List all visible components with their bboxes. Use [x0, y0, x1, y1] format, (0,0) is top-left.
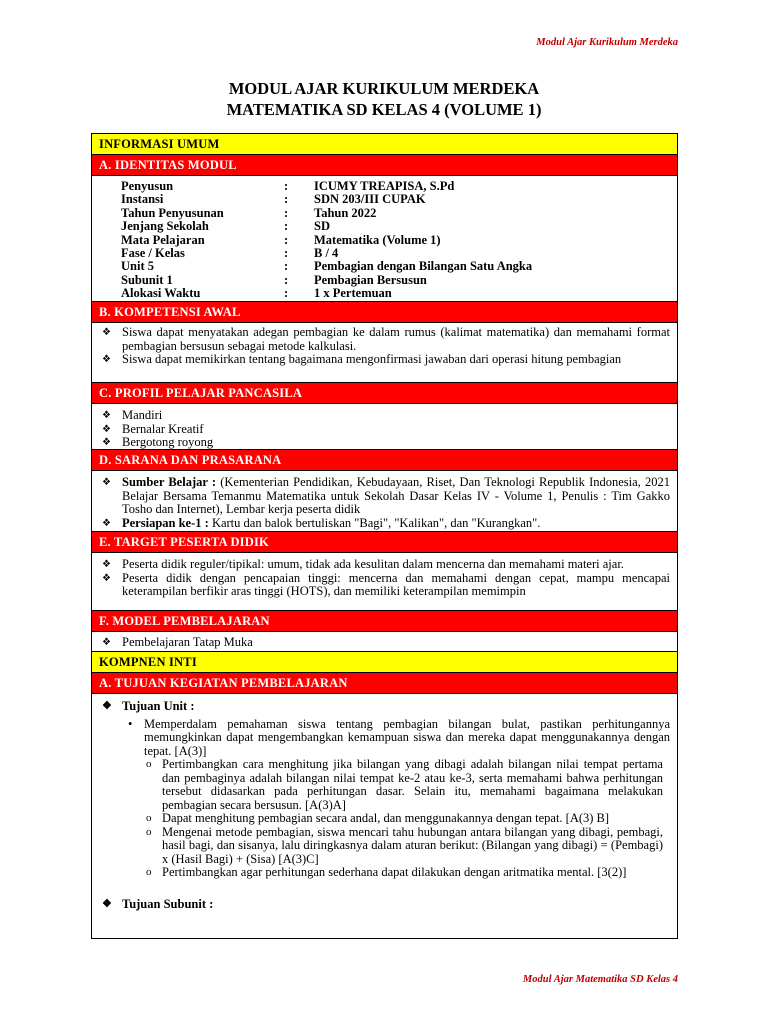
section-informasi-umum: INFORMASI UMUM	[92, 134, 677, 155]
sumber-belajar-text: (Kementerian Pendidikan, Kebudayaan, Riset, Dan Teknologi Republik Indonesia, 2021 Belajar Bersama Temanmu Matematika untuk Sekolah Dasar Kelas IV - Volume 1, Penulis : Tim Gakko Tosho dan Internet), Lembar kerja peserta didik	[122, 475, 670, 516]
identitas-label: Alokasi Waktu	[121, 286, 201, 301]
identitas-row	[121, 247, 532, 260]
title-line-1: MODUL AJAR KURIKULUM MERDEKA	[228, 79, 540, 98]
identitas-row	[121, 287, 532, 300]
document-title	[0, 78, 768, 120]
model-body	[92, 632, 677, 652]
kompetensi-item: ❖ Siswa dapat memikirkan tentang bagaimana mengonfirmasi jawaban dari operasi hitung pembagian	[122, 353, 670, 367]
identitas-value: B / 4	[314, 246, 339, 261]
section-kompetensi-awal: B. KOMPETENSI AWAL	[92, 302, 677, 323]
identitas-row	[121, 234, 532, 247]
identitas-label: Fase / Kelas	[121, 246, 185, 261]
identitas-value: Pembagian Bersusun	[314, 272, 427, 287]
identitas-value: SD	[314, 219, 330, 234]
identitas-row	[121, 207, 532, 220]
tujuan-unit-label: ❖ Tujuan Unit :	[92, 700, 677, 714]
identitas-value: Pembagian dengan Bilangan Satu Angka	[314, 259, 533, 274]
identitas-colon: :	[284, 272, 289, 287]
section-komponen-inti: KOMPNEN INTI	[92, 652, 677, 673]
sumber-belajar-item	[122, 476, 670, 517]
identitas-value: ICUMY TREAPISA, S.Pd	[314, 179, 455, 193]
section-identitas-modul: A. IDENTITAS MODUL	[92, 155, 677, 176]
tujuan-sub-item: o Pertimbangkan agar perhitungan sederhana dapat dilakukan dengan aritmatika mental. [3(2)]	[162, 866, 663, 880]
identitas-label: Tahun Penyusunan	[121, 205, 224, 220]
section-sarana-prasarana: D. SARANA DAN PRASARANA	[92, 450, 677, 471]
page-header: Modul Ajar Kurikulum Merdeka	[536, 37, 678, 48]
tujuan-unit-text: Memperdalam pemahaman siswa tentang pembagian bilangan bulat, pastikan perhitungannya memungkinkan dapat mengembangkan kemampuan siswa dan mereka dapat menggunakannya dengan tepat. [A(3)]	[144, 716, 670, 758]
identitas-value: Tahun 2022	[314, 205, 377, 220]
identitas-row	[121, 193, 532, 206]
identitas-row	[121, 274, 532, 287]
module-table	[91, 133, 678, 939]
identitas-colon: :	[284, 246, 289, 261]
identitas-body	[92, 180, 677, 302]
profil-item: ❖ Bergotong royong	[122, 436, 670, 450]
identitas-colon: :	[284, 179, 289, 193]
section-model-pembelajaran: F. MODEL PEMBELAJARAN	[92, 611, 677, 632]
identitas-row	[121, 180, 532, 193]
persiapan-label: Persiapan ke-1 :	[122, 515, 209, 530]
profil-item: ❖ Bernalar Kreatif	[122, 423, 670, 437]
section-target-peserta: E. TARGET PESERTA DIDIK	[92, 532, 677, 553]
tujuan-subunit-label: ❖ Tujuan Subunit :	[92, 898, 677, 912]
target-item: ❖ Peserta didik reguler/tipikal: umum, tidak ada kesulitan dalam mencerna dan memahami materi ajar.	[122, 558, 670, 572]
identitas-label: Instansi	[121, 192, 164, 207]
sarana-body	[92, 471, 677, 532]
persiapan-item	[122, 517, 670, 531]
identitas-row	[121, 220, 532, 233]
profil-body	[92, 404, 677, 450]
target-item: ❖ Peserta didik dengan pencapaian tinggi: mencerna dan memahami dengan cepat, mampu mencapai keterampilan berfikir aras tinggi (HOTS), dan memiliki keterampilan memimpin	[122, 572, 670, 599]
identitas-colon: :	[284, 205, 289, 220]
model-item: ❖ Pembelajaran Tatap Muka	[122, 636, 670, 650]
tujuan-sub-item: o Dapat menghitung pembagian secara andal, dan menggunakannya dengan tepat. [A(3) B]	[162, 812, 663, 826]
identitas-label: Subunit 1	[121, 272, 173, 287]
identitas-table	[121, 180, 532, 301]
identitas-value: Matematika (Volume 1)	[314, 232, 441, 247]
identitas-colon: :	[284, 192, 289, 207]
page-footer: Modul Ajar Matematika SD Kelas 4	[522, 974, 678, 985]
kompetensi-item: ❖ Siswa dapat menyatakan adegan pembagian ke dalam rumus (kalimat matematika) dan memahami format pembagian bersusun sebagai metode kalkulasi.	[122, 326, 670, 353]
identitas-label: Unit 5	[121, 259, 154, 274]
identitas-label: Mata Pelajaran	[121, 232, 205, 247]
section-tujuan-kegiatan: A. TUJUAN KEGIATAN PEMBELAJARAN	[92, 673, 677, 694]
title-line-2: MATEMATIKA SD KELAS 4 (VOLUME 1)	[226, 100, 542, 119]
identitas-label: Penyusun	[121, 179, 174, 193]
identitas-value: SDN 203/III CUPAK	[314, 192, 426, 207]
profil-item: ❖ Mandiri	[122, 409, 670, 423]
tujuan-sub-item: o Pertimbangkan cara menghitung jika bilangan yang dibagi adalah bilangan nilai tempat pertama dan pembaginya adalah bilangan nilai tempat ke-2 atau ke-3, serta memahami bahwa perhitungan tersebut didasarkan pada perhitungan dasar. Selain itu, memahami bagaimana melakukan pembagian secara bersusun. [A(3)A]	[162, 758, 663, 812]
identitas-colon: :	[284, 219, 289, 234]
sumber-belajar-label: Sumber Belajar :	[122, 475, 217, 489]
identitas-value: 1 x Pertemuan	[314, 286, 392, 301]
identitas-row	[121, 260, 532, 273]
identitas-label: Jenjang Sekolah	[121, 219, 209, 234]
persiapan-text: Kartu dan balok bertuliskan "Bagi", "Kalikan", dan "Kurangkan".	[208, 515, 541, 530]
target-body	[92, 553, 677, 611]
identitas-colon: :	[284, 259, 289, 274]
kompetensi-body	[92, 323, 677, 383]
tujuan-sub-item: o Mengenai metode pembagian, siswa mencari tahu hubungan antara bilangan yang dibagi, pembagi, hasil bagi, dan sisanya, lalu diringkasnya dalam aturan berikut: (Bilangan yang dibagi) = (Pembagi) x (Hasil Bagi) + (Sisa) [A(3)C]	[162, 826, 663, 867]
identitas-colon: :	[284, 232, 289, 247]
tujuan-body	[92, 694, 677, 911]
tujuan-unit-bullet	[144, 718, 670, 880]
section-profil-pelajar: C. PROFIL PELAJAR PANCASILA	[92, 383, 677, 404]
identitas-colon: :	[284, 286, 289, 301]
